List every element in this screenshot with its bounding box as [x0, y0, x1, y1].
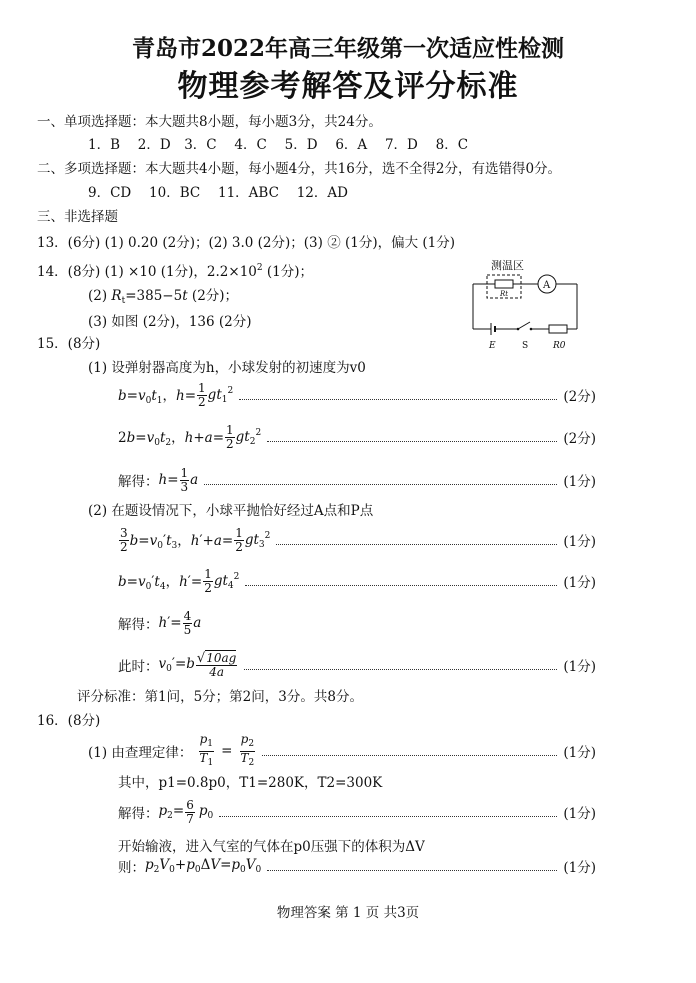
- section2-heading: 二、多项选择题：本大题共4小题，每小题4分，共16分，选不全得2分，有选错得0分。: [37, 161, 562, 177]
- page-subtitle: 物理参考解答及评分标准: [177, 69, 519, 104]
- q16-start: 开始输液，进入气室的气体在p0压强下的体积为ΔV: [118, 839, 425, 855]
- section1-heading: 一、单项选择题：本大题共8小题，每小题3分，共24分。: [37, 114, 382, 130]
- q15-part1: (1) 设弹射器高度为h，小球发射的初速度为v0: [88, 360, 366, 376]
- page-title: 青岛市2022年高三年级第一次适应性检测: [131, 35, 564, 62]
- thermistor-rt: [495, 280, 513, 288]
- q13-answer: 13．(6分) (1) 0.20 (2分)；(2) 3.0 (2分)；(3) ② (1分)，偏大 (1分): [37, 235, 456, 251]
- ammeter-label: A: [543, 280, 551, 291]
- q15-eq2: $2b=v_0t_2$，h+a= $\frac{1}{2}$ $gt_2^2$ (2分): [118, 422, 596, 451]
- r0-label: R0: [553, 341, 566, 351]
- q14-line1: 14．(8分) (1) ×10 (1分)，$2.2\times 10^2$ (1分)；: [37, 263, 314, 280]
- q16-heading: 16．(8分): [37, 713, 101, 729]
- q15-eq4: $\frac{3}{2}$ $b=v_0't_3$，h′+a= $\frac{1}{2}$ $gt_3^2$ (1分): [120, 525, 596, 554]
- page-footer: 物理答案 第 1 页 共3页: [276, 905, 420, 921]
- q16-eq1: (1) 由查理定律： $\frac{p_1}{T_1}$ = $\frac{p_2}{T_2}$ (1分): [88, 731, 596, 768]
- circuit-zone-label: 测温区: [491, 259, 524, 272]
- e-label: E: [489, 341, 496, 351]
- q14-line2: (2) $R_t=385-5t$ (2分)；: [88, 288, 239, 306]
- section3-heading: 三、非选择题: [37, 209, 118, 225]
- q16-eq3: 则： $p_2V_0+p_0\Delta V=p_0V_0$ (1分): [118, 857, 596, 876]
- q15-eq5: $b=v_0't_4$，h′= $\frac{1}{2}$ $gt_4^2$ (1分): [118, 566, 596, 595]
- q15-eq7: 此时： $v_0'=b$ $\frac{√10ag}{4a}$ (1分): [118, 650, 596, 679]
- q16-eq2: 解得： $p_2=$ $\frac{6}{7}$ $p_0$ (1分): [118, 797, 596, 826]
- circuit-diagram: [465, 256, 595, 351]
- q15-grading: 评分标准：第1问，5分；第2问，3分。共8分。: [77, 689, 363, 705]
- section2-answers: 9．CD 10．BC 11．ABC 12．AD: [88, 185, 348, 201]
- switch-icon: [518, 322, 530, 329]
- section1-answers: 1．B 2．D 3．C 4．C 5．D 6．A 7．D 8．C: [88, 137, 469, 153]
- q15-part2: (2) 在题设情况下，小球平抛恰好经过A点和P点: [88, 503, 374, 519]
- q15-eq6: 解得： h′= $\frac{4}{5}$ a: [118, 608, 202, 637]
- q15-eq1: $b=v_0t_1$，h= $\frac{1}{2}$ $gt_1^2$ (2分): [118, 380, 596, 409]
- q14-line3: (3) 如图 (2分)，136 (2分): [88, 314, 252, 330]
- rt-label: Rt: [500, 290, 509, 298]
- q15-heading: 15．(8分): [37, 336, 101, 352]
- s-label: S: [522, 341, 529, 351]
- q16-given: 其中，p1=0.8p0，T1=280K，T2=300K: [118, 775, 383, 791]
- resistor-r0: [549, 325, 567, 333]
- q15-eq3: 解得： h= $\frac{1}{3}$ a (1分): [118, 465, 596, 494]
